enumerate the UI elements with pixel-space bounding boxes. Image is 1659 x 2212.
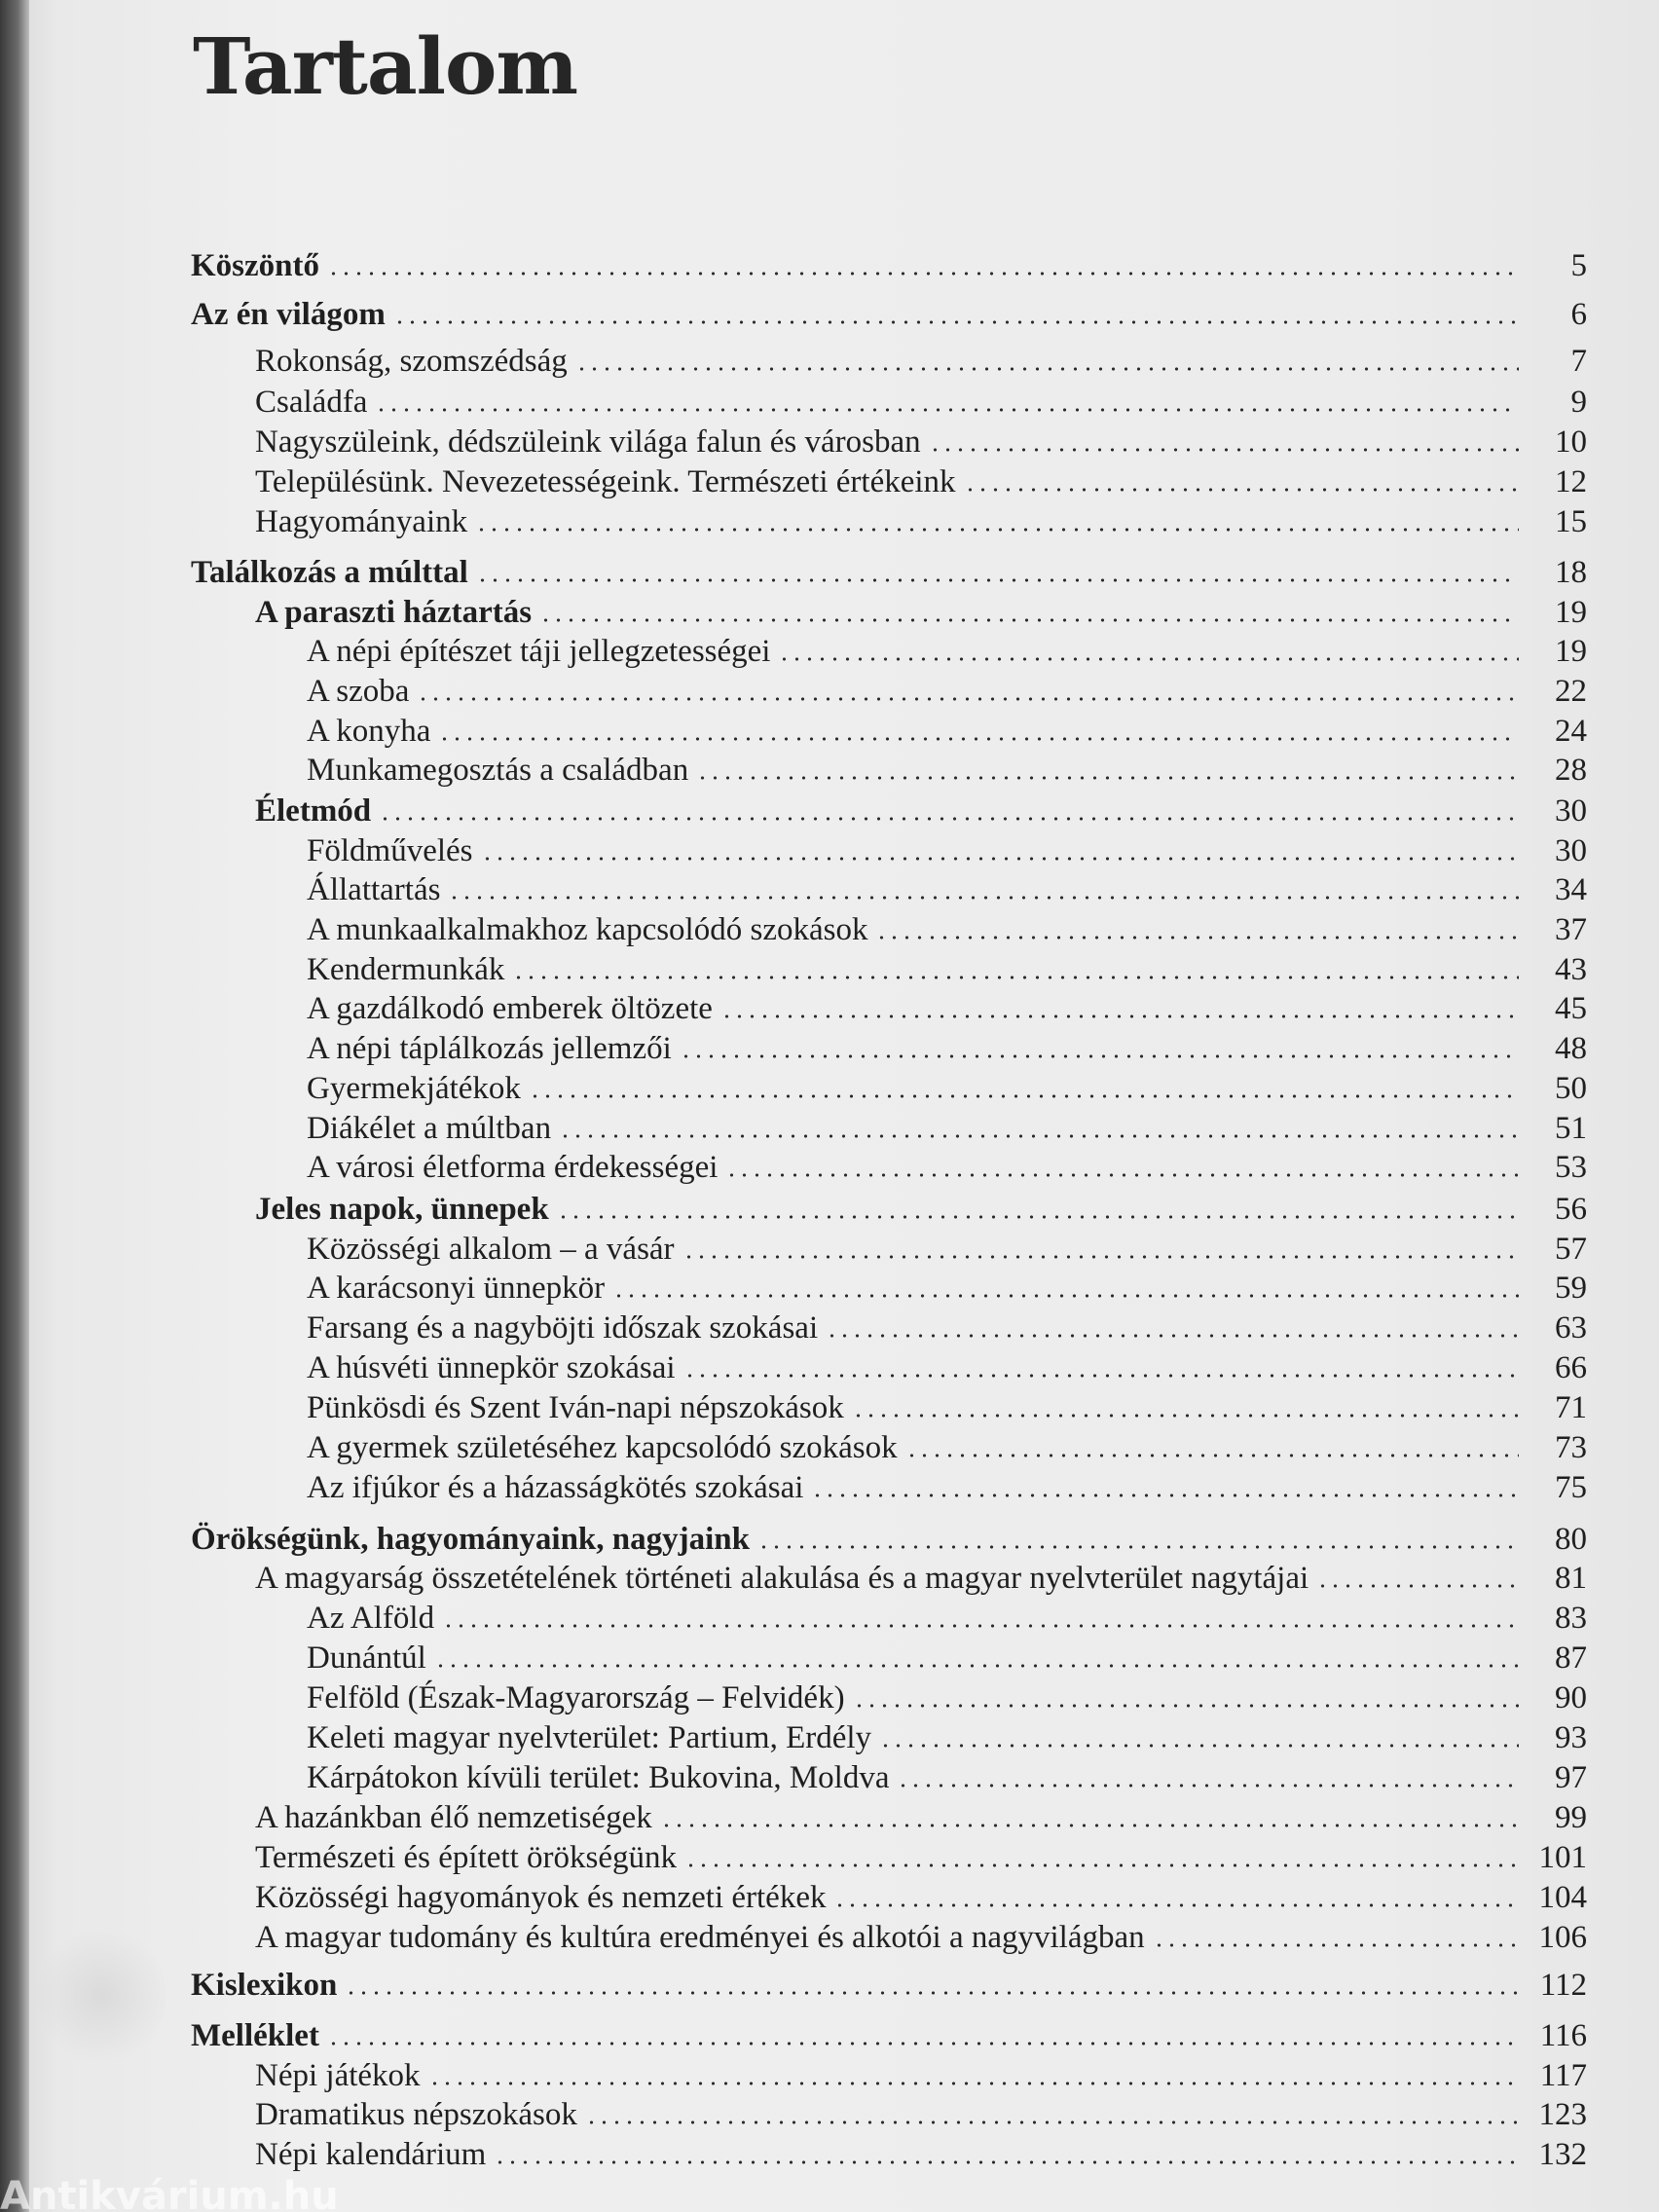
toc-entry-page-number: 104 (1538, 1880, 1587, 1915)
toc-entry-title: Állattartás (307, 872, 441, 907)
toc-entry-page-number: 28 (1555, 753, 1587, 788)
toc-entry-title: A magyar tudomány és kultúra eredményei és alkotói a nagyvilágban (255, 1920, 1145, 1955)
toc-entry (307, 1308, 1587, 1348)
toc-entry-page-number: 12 (1555, 464, 1587, 499)
toc-entry-page-number: 106 (1538, 1920, 1587, 1955)
dot-leader (684, 1863, 1519, 1867)
toc-entry (307, 1347, 1587, 1388)
toc-entry-page-number: 7 (1570, 344, 1587, 379)
dot-leader (833, 1903, 1519, 1907)
dot-leader (481, 857, 1520, 861)
toc-entry (307, 869, 1587, 910)
toc-entry-title: A paraszti háztartás (255, 595, 533, 630)
book-binding-edge (0, 0, 29, 2212)
toc-entry-page-number: 22 (1555, 674, 1587, 709)
toc-entry-page-number: 63 (1555, 1310, 1587, 1346)
toc-entry-page-number: 53 (1555, 1150, 1587, 1185)
toc-entry-title: Családfa (255, 385, 368, 420)
toc-entry (191, 552, 1587, 593)
toc-entry (191, 294, 1587, 335)
toc-entry-title: Hagyományaink (255, 504, 468, 539)
toc-entry-title: Az Alföld (307, 1601, 435, 1636)
toc-entry (191, 2015, 1587, 2056)
toc-entry-title: Közösségi hagyományok és nemzeti értékek (255, 1880, 827, 1915)
dot-leader (853, 1704, 1519, 1708)
dot-leader (964, 488, 1519, 492)
toc-entry (307, 1108, 1587, 1149)
dot-leader (929, 448, 1519, 452)
toc-entry-title: Diákélet a múltban (307, 1111, 552, 1146)
toc-entry-title: A gazdálkodó emberek öltözete (307, 991, 713, 1026)
dot-leader (680, 1054, 1519, 1058)
toc-entry-title: Jeles napok, ünnepek (255, 1192, 549, 1227)
toc-entry-page-number: 101 (1538, 1840, 1587, 1875)
dot-leader (683, 1374, 1519, 1378)
toc-entry-page-number: 71 (1555, 1390, 1587, 1425)
dot-leader (852, 1414, 1519, 1418)
dot-leader (559, 1134, 1519, 1138)
toc-entry (307, 1427, 1587, 1468)
toc-entry-page-number: 43 (1555, 952, 1587, 987)
toc-entry-page-number: 30 (1555, 833, 1587, 868)
dot-leader (475, 528, 1519, 532)
toc-entry-title: A szoba (307, 674, 410, 709)
toc-entry (255, 2134, 1587, 2175)
toc-entry (307, 1068, 1587, 1109)
toc-entry-page-number: 19 (1555, 595, 1587, 630)
toc-entry-title: Életmód (255, 793, 372, 829)
toc-entry-page-number: 5 (1570, 248, 1587, 283)
toc-entry (255, 2094, 1587, 2135)
toc-entry-page-number: 19 (1555, 634, 1587, 669)
dot-leader (612, 1294, 1519, 1298)
dot-leader (757, 1545, 1519, 1549)
dot-leader (393, 320, 1519, 324)
toc-entry (191, 245, 1587, 286)
dot-leader (379, 817, 1519, 821)
toc-entry-page-number: 51 (1555, 1111, 1587, 1146)
toc-entry-title: Az én világom (191, 297, 386, 332)
dot-leader (826, 1334, 1519, 1338)
toc-entry-page-number: 99 (1555, 1800, 1587, 1835)
toc-entry-title: Népi kalendárium (255, 2137, 487, 2172)
toc-entry-title: Nagyszüleink, dédszüleink világa falun és városban (255, 424, 921, 460)
toc-entry (255, 1189, 1587, 1230)
toc-entry (255, 791, 1587, 831)
dot-leader (494, 2160, 1519, 2164)
toc-entry-title: Dunántúl (307, 1641, 426, 1676)
toc-entry (307, 909, 1587, 950)
toc-entry-title: Dramatikus népszokások (255, 2097, 577, 2132)
toc-entry (255, 382, 1587, 423)
toc-entry (307, 1268, 1587, 1309)
toc-entry (255, 1877, 1587, 1918)
toc-entry-title: Rokonság, szomszédság (255, 344, 568, 379)
toc-entry-page-number: 87 (1555, 1641, 1587, 1676)
toc-entry-title: Farsang és a nagyböjti időszak szokásai (307, 1310, 819, 1346)
dot-leader (529, 1094, 1519, 1098)
toc-entry-page-number: 75 (1555, 1470, 1587, 1505)
toc-entry-page-number: 66 (1555, 1350, 1587, 1385)
dot-leader (327, 272, 1519, 276)
dot-leader (696, 776, 1519, 780)
toc-entry-page-number: 30 (1555, 793, 1587, 829)
toc-entry (255, 341, 1587, 382)
page-title: Tartalom (193, 20, 578, 112)
toc-entry-title: Köszöntő (191, 248, 319, 283)
toc-entry (307, 750, 1587, 791)
toc-entry (307, 671, 1587, 712)
toc-entry (307, 1677, 1587, 1718)
toc-entry-page-number: 9 (1570, 385, 1587, 420)
toc-entry-page-number: 24 (1555, 714, 1587, 749)
toc-entry-page-number: 90 (1555, 1680, 1587, 1715)
toc-entry-page-number: 123 (1538, 2097, 1587, 2132)
toc-entry (255, 501, 1587, 542)
dot-leader (557, 1215, 1519, 1219)
toc-entry-page-number: 116 (1539, 2018, 1587, 2053)
toc-entry-page-number: 57 (1555, 1232, 1587, 1267)
toc-entry-title: A gyermek születéséhez kapcsolódó szokások (307, 1430, 898, 1465)
toc-entry-title: Kárpátokon kívüli terület: Bukovina, Moldva (307, 1760, 890, 1795)
dot-leader (660, 1824, 1519, 1827)
dot-leader (585, 2120, 1519, 2124)
dot-leader (438, 737, 1519, 741)
toc-entry-title: A magyarság összetételének történeti alakulása és a magyar nyelvterület nagytájai (255, 1561, 1309, 1596)
toc-entry-title: Népi játékok (255, 2058, 421, 2093)
dot-leader (682, 1255, 1519, 1259)
toc-entry (307, 988, 1587, 1029)
dot-leader (442, 1624, 1519, 1628)
toc-entry (307, 1147, 1587, 1188)
toc-entry-title: Örökségünk, hagyományaink, nagyjaink (191, 1522, 751, 1557)
dot-leader (448, 896, 1519, 900)
dot-leader (1153, 1943, 1519, 1947)
toc-entry-title: Természeti és épített örökségünk (255, 1840, 677, 1875)
toc-entry-title: Az ifjúkor és a házasságkötés szokásai (307, 1470, 804, 1505)
dot-leader (875, 936, 1519, 940)
dot-leader (725, 1173, 1519, 1177)
dot-leader (434, 1664, 1519, 1668)
toc-entry-page-number: 112 (1539, 1968, 1587, 2003)
toc-entry (307, 1757, 1587, 1798)
dot-leader (539, 618, 1519, 622)
toc-entry (255, 592, 1587, 633)
toc-entry-title: Földművelés (307, 833, 473, 868)
toc-entry-page-number: 37 (1555, 912, 1587, 947)
toc-entry-title: Találkozás a múlttal (191, 555, 468, 590)
toc-entry-title: A munkaalkalmakhoz kapcsolódó szokások (307, 912, 868, 947)
toc-entry-title: Melléklet (191, 2018, 319, 2053)
dot-leader (879, 1744, 1519, 1748)
library-stamp-shadow (39, 1923, 166, 2069)
toc-entry (307, 1638, 1587, 1678)
dot-leader (327, 2042, 1519, 2046)
toc-entry-page-number: 18 (1555, 555, 1587, 590)
toc-entry-title: Településünk. Nevezetességeink. Természeti értékeink (255, 464, 956, 499)
toc-entry (191, 1965, 1587, 2006)
toc-entry (307, 1598, 1587, 1639)
toc-entry-page-number: 56 (1555, 1192, 1587, 1227)
toc-entry-title: A hazánkban élő nemzetiségek (255, 1800, 652, 1835)
toc-entry (307, 1717, 1587, 1758)
toc-entry-page-number: 15 (1555, 504, 1587, 539)
toc-entry-page-number: 83 (1555, 1601, 1587, 1636)
toc-entry-page-number: 97 (1555, 1760, 1587, 1795)
toc-entry-page-number: 117 (1539, 2058, 1587, 2093)
toc-entry-page-number: 10 (1555, 424, 1587, 460)
toc-entry-page-number: 80 (1555, 1522, 1587, 1557)
dot-leader (375, 408, 1519, 412)
toc-entry-title: A népi táplálkozás jellemzői (307, 1031, 672, 1066)
dot-leader (1316, 1584, 1519, 1588)
toc-entry-page-number: 73 (1555, 1430, 1587, 1465)
dot-leader (905, 1454, 1519, 1457)
toc-entry (255, 2055, 1587, 2096)
toc-entry (307, 631, 1587, 672)
toc-entry (307, 949, 1587, 990)
toc-entry-title: Felföld (Észak-Magyarország – Felvidék) (307, 1680, 845, 1715)
watermark: Antikvárium.hu (0, 2177, 339, 2212)
toc-entry-page-number: 48 (1555, 1031, 1587, 1066)
toc-entry-page-number: 45 (1555, 991, 1587, 1026)
toc-entry-page-number: 34 (1555, 872, 1587, 907)
toc-entry-title: Kislexikon (191, 1968, 338, 2003)
toc-entry (307, 1028, 1587, 1069)
dot-leader (476, 578, 1519, 582)
toc-entry-title: Gyermekjátékok (307, 1071, 521, 1106)
dot-leader (897, 1784, 1519, 1788)
toc-entry-title: Munkamegosztás a családban (307, 753, 689, 788)
toc-entry (307, 1467, 1587, 1508)
toc-entry (307, 1229, 1587, 1270)
dot-leader (512, 976, 1519, 979)
toc-entry-page-number: 81 (1555, 1561, 1587, 1596)
toc-entry (307, 830, 1587, 871)
dot-leader (811, 1493, 1519, 1497)
toc-entry-page-number: 59 (1555, 1271, 1587, 1306)
toc-entry-title: A konyha (307, 714, 431, 749)
dot-leader (720, 1014, 1519, 1018)
dot-leader (417, 697, 1519, 701)
toc-entry (255, 1837, 1587, 1878)
toc-entry (255, 1558, 1587, 1599)
toc-entry-title: Kendermunkák (307, 952, 505, 987)
toc-entry (255, 1917, 1587, 1958)
toc-entry-title: Keleti magyar nyelvterület: Partium, Erdély (307, 1720, 872, 1755)
toc-entry-title: A húsvéti ünnepkör szokásai (307, 1350, 676, 1385)
toc-entry (307, 711, 1587, 752)
dot-leader (575, 367, 1519, 371)
toc-entry-title: A városi életforma érdekességei (307, 1150, 719, 1185)
toc-entry (255, 461, 1587, 502)
dot-leader (428, 2082, 1519, 2085)
toc-entry (255, 422, 1587, 462)
toc-entry-title: Pünkösdi és Szent Iván-napi népszokások (307, 1390, 844, 1425)
toc-entry-page-number: 132 (1538, 2137, 1587, 2172)
toc-entry-title: Közösségi alkalom – a vásár (307, 1232, 675, 1267)
toc-entry-page-number: 6 (1570, 297, 1587, 332)
toc-entry-title: A karácsonyi ünnepkör (307, 1271, 606, 1306)
toc-entry-page-number: 93 (1555, 1720, 1587, 1755)
toc-entry (255, 1797, 1587, 1838)
dot-leader (345, 1991, 1519, 1995)
toc-entry-title: A népi építészet táji jellegzetességei (307, 634, 771, 669)
dot-leader (778, 657, 1519, 661)
toc-entry (191, 1519, 1587, 1560)
toc-entry (307, 1387, 1587, 1428)
toc-entry-page-number: 50 (1555, 1071, 1587, 1106)
